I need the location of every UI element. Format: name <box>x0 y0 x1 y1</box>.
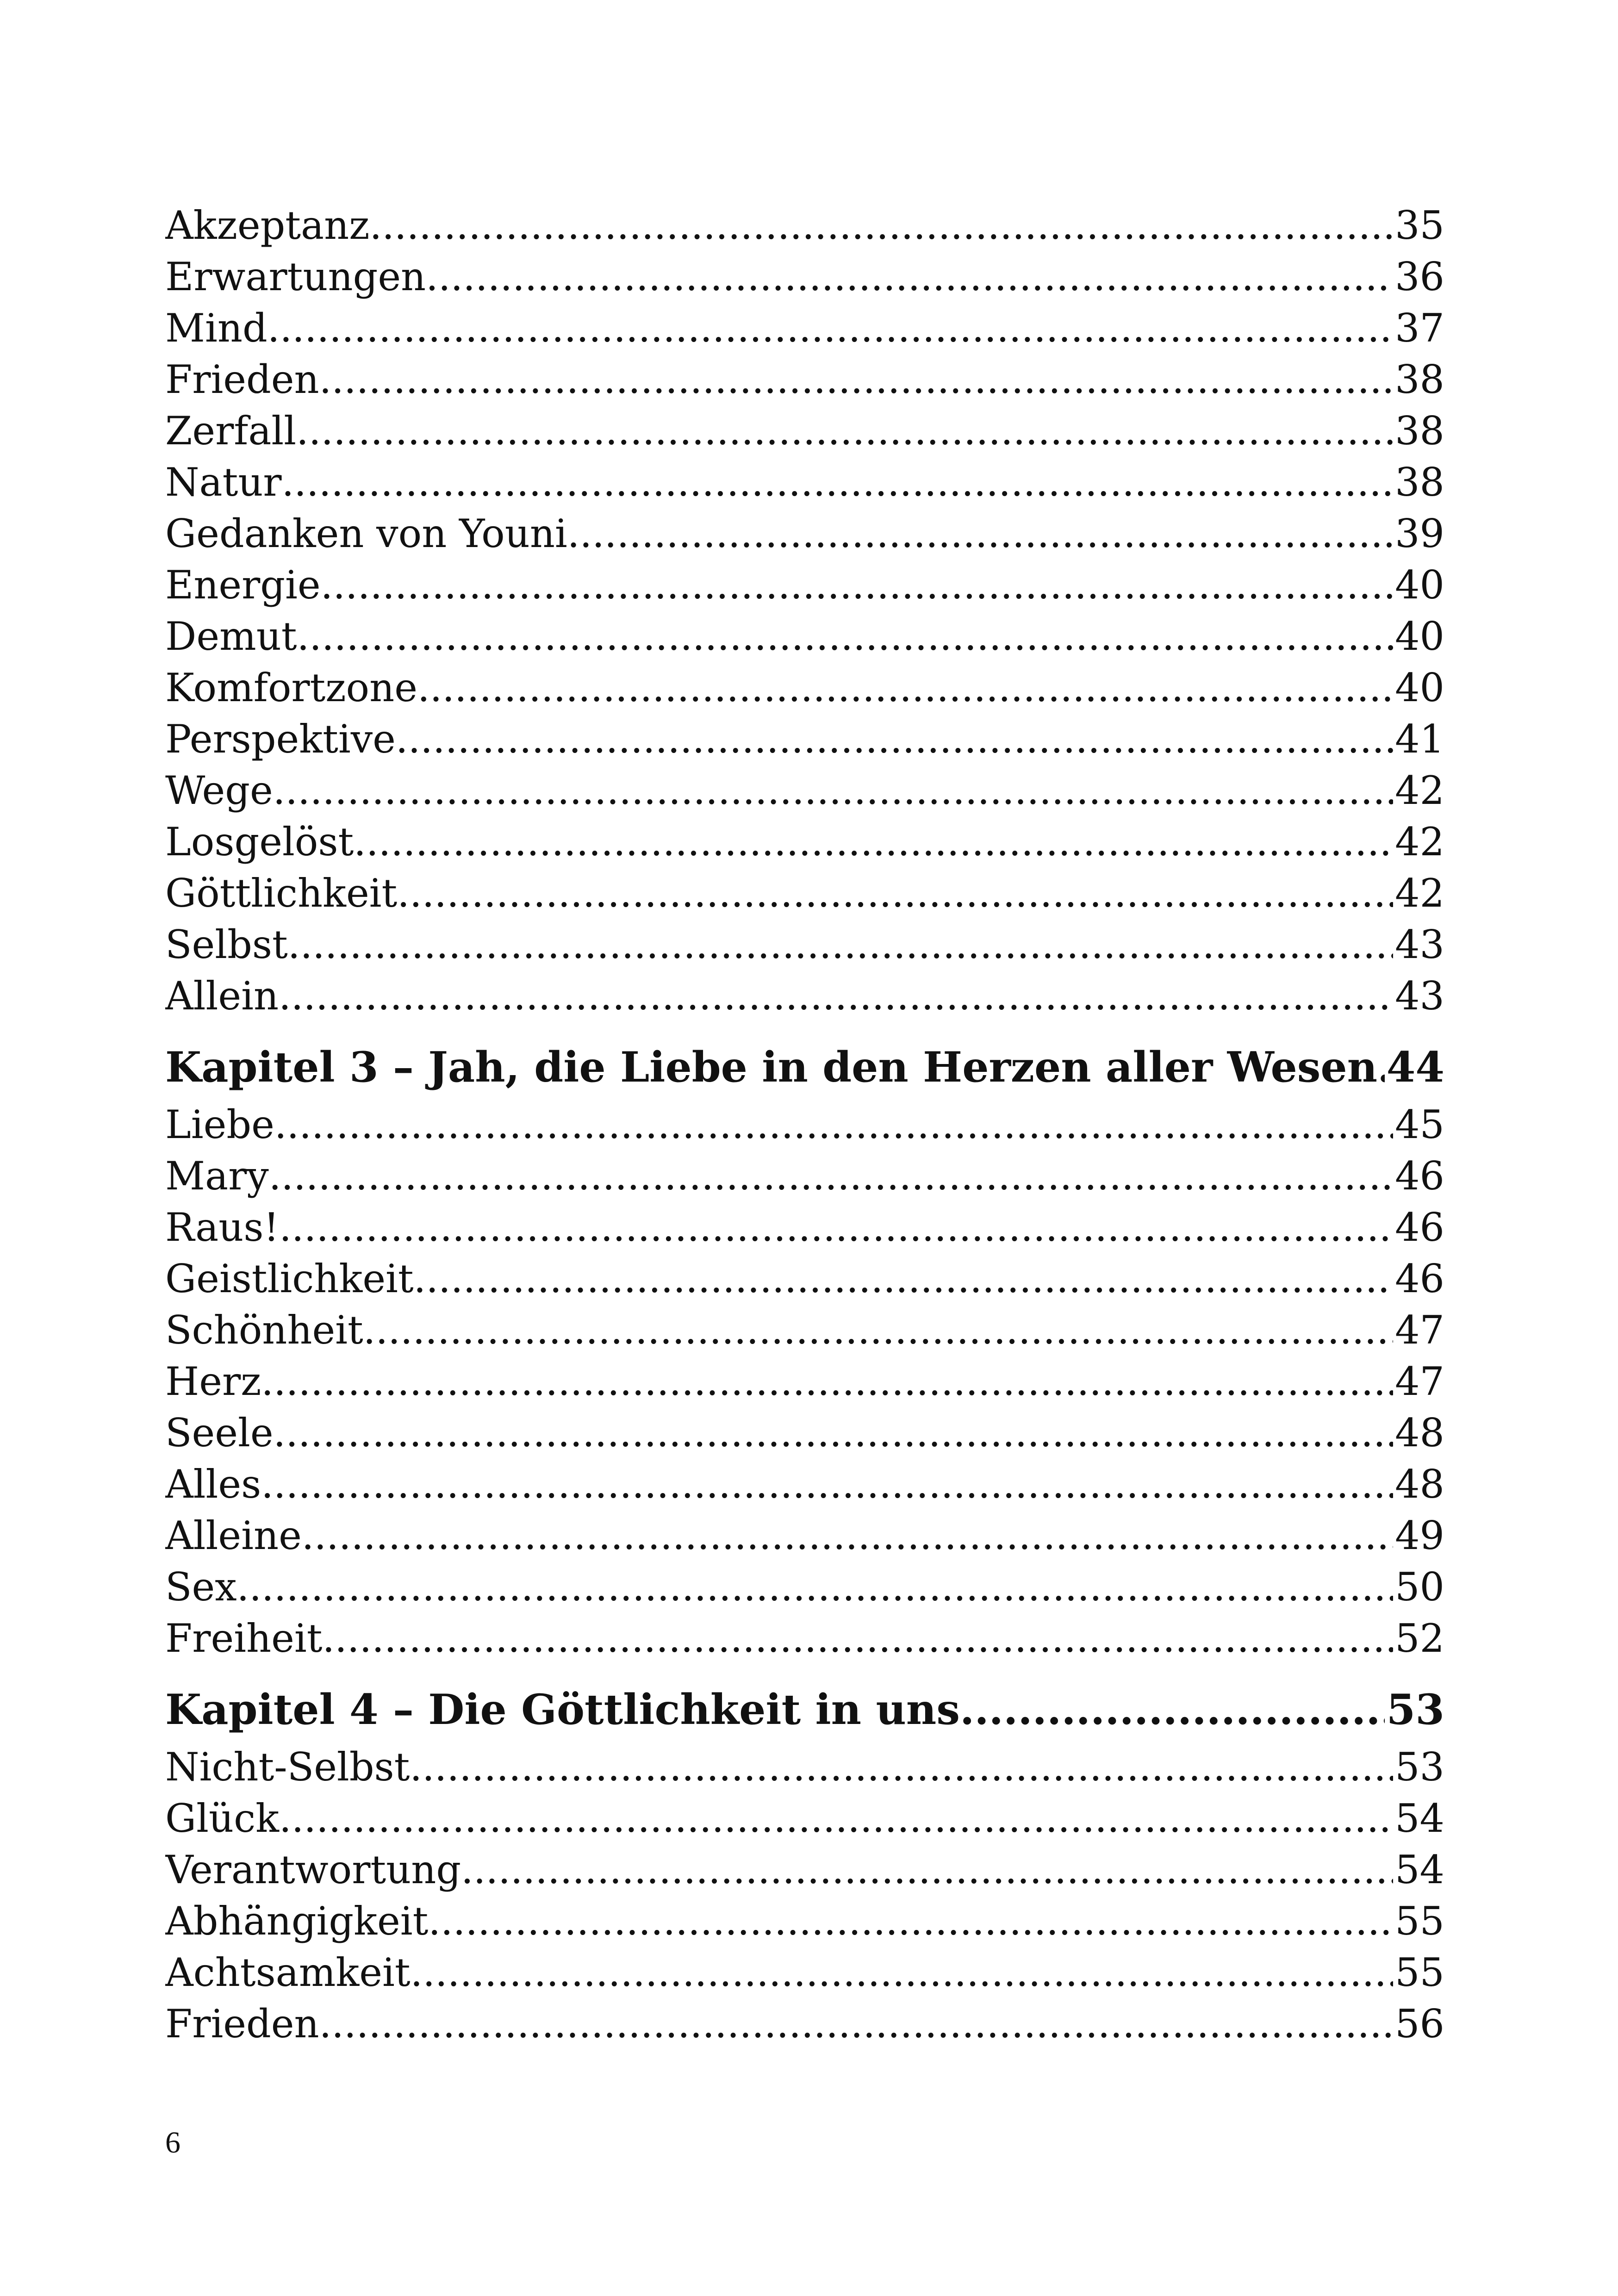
dot-leader <box>414 1253 1393 1305</box>
page-ref: 55 <box>1395 1950 1444 1995</box>
toc-entry <box>165 1947 1444 1998</box>
page-ref: 47 <box>1395 1359 1444 1404</box>
dot-leader <box>288 919 1393 971</box>
dot-leader <box>279 1793 1393 1844</box>
entry-title: Sex <box>165 1564 237 1610</box>
toc-entry <box>165 1793 1444 1844</box>
toc-chapter-heading <box>165 1678 1444 1742</box>
dot-leader <box>354 816 1393 868</box>
page-ref: 54 <box>1395 1796 1444 1841</box>
page-ref: 36 <box>1395 254 1444 299</box>
page-ref: 47 <box>1395 1307 1444 1353</box>
entry-title: Natur <box>165 460 282 505</box>
page-ref: 42 <box>1395 819 1444 865</box>
entry-title: Losgelöst <box>165 819 354 865</box>
dot-leader <box>363 1305 1393 1356</box>
entry-title: Komfortzone <box>165 665 417 710</box>
toc-entry <box>165 1562 1444 1613</box>
toc-entry <box>165 765 1444 816</box>
dot-leader <box>302 1510 1393 1562</box>
page-ref: 42 <box>1395 871 1444 916</box>
page-ref: 49 <box>1395 1513 1444 1558</box>
toc-entry <box>165 816 1444 868</box>
toc-entry <box>165 1151 1444 1202</box>
entry-title: Alleine <box>165 1513 302 1558</box>
dot-leader <box>396 714 1393 765</box>
page-ref: 41 <box>1395 716 1444 762</box>
toc-entry <box>165 560 1444 611</box>
entry-title: Frieden <box>165 2001 319 2047</box>
toc-entry <box>165 405 1444 457</box>
page-ref: 35 <box>1395 203 1444 248</box>
toc-entry <box>165 1998 1444 2050</box>
page-ref: 38 <box>1395 460 1444 505</box>
page-ref: 45 <box>1395 1102 1444 1147</box>
toc-entry <box>165 971 1444 1022</box>
toc-entry <box>165 611 1444 662</box>
page-ref: 43 <box>1395 973 1444 1019</box>
dot-leader <box>237 1562 1393 1613</box>
entry-title: Geistlichkeit <box>165 1256 414 1301</box>
page-ref: 52 <box>1395 1616 1444 1661</box>
page-ref: 55 <box>1395 1898 1444 1944</box>
entry-title: Perspektive <box>165 716 396 762</box>
entry-title: Verantwortung <box>165 1847 461 1892</box>
toc-entry <box>165 1459 1444 1510</box>
dot-leader <box>411 1947 1393 1998</box>
dot-leader <box>282 457 1394 508</box>
entry-title: Schönheit <box>165 1307 363 1353</box>
dot-leader <box>261 1356 1393 1407</box>
page-ref: 40 <box>1395 665 1444 710</box>
entry-title: Liebe <box>165 1102 274 1147</box>
toc-entry <box>165 1896 1444 1947</box>
toc-entry <box>165 662 1444 714</box>
entry-title: Alles <box>165 1462 261 1507</box>
dot-leader <box>1377 1036 1385 1099</box>
toc-entry <box>165 1099 1444 1151</box>
entry-title: Nicht-Selbst <box>165 1744 410 1790</box>
entry-title: Akzeptanz <box>165 203 370 248</box>
dot-leader <box>397 868 1393 919</box>
dot-leader <box>279 1202 1393 1253</box>
toc-entry <box>165 1202 1444 1253</box>
entry-title: Wege <box>165 768 273 813</box>
entry-title: Mind <box>165 305 268 351</box>
dot-leader <box>319 1998 1394 2050</box>
page-ref: 48 <box>1395 1462 1444 1507</box>
entry-title: Frieden <box>165 357 319 402</box>
entry-title: Mary <box>165 1153 269 1199</box>
entry-title: Freiheit <box>165 1616 323 1661</box>
entry-title: Gedanken von Youni <box>165 511 567 556</box>
toc-entry <box>165 354 1444 405</box>
entry-title: Abhängigkeit <box>165 1898 429 1944</box>
dot-leader <box>296 405 1393 457</box>
entry-title: Selbst <box>165 922 288 967</box>
dot-leader <box>319 354 1394 405</box>
entry-title: Herz <box>165 1359 261 1404</box>
dot-leader <box>417 662 1393 714</box>
dot-leader <box>428 1896 1393 1947</box>
dot-leader <box>567 508 1393 560</box>
page-ref: 56 <box>1395 2001 1444 2047</box>
dot-leader <box>268 303 1393 354</box>
page-ref: 38 <box>1395 357 1444 402</box>
dot-leader <box>410 1742 1393 1793</box>
entry-title: Energie <box>165 562 321 608</box>
page-ref: 46 <box>1395 1153 1444 1199</box>
page-ref: 39 <box>1395 511 1444 556</box>
toc-entry <box>165 1305 1444 1356</box>
toc-entry <box>165 1613 1444 1664</box>
dot-leader <box>321 560 1393 611</box>
entry-title: Raus! <box>165 1205 280 1250</box>
dot-leader <box>426 251 1393 303</box>
page-ref: 38 <box>1395 408 1444 454</box>
page-ref: 50 <box>1395 1564 1444 1610</box>
entry-title: Erwartungen <box>165 254 426 299</box>
entry-title: Göttlichkeit <box>165 871 398 916</box>
dot-leader <box>274 1407 1394 1459</box>
page-ref: 48 <box>1395 1410 1444 1456</box>
dot-leader <box>261 1459 1393 1510</box>
toc-entry <box>165 303 1444 354</box>
entry-title: Allein <box>165 973 279 1019</box>
dot-leader <box>370 200 1394 251</box>
page-ref: 53 <box>1386 1685 1444 1734</box>
toc-entry <box>165 1844 1444 1896</box>
page-ref: 53 <box>1395 1744 1444 1790</box>
dot-leader <box>279 971 1393 1022</box>
dot-leader <box>269 1151 1393 1202</box>
table-of-contents <box>165 200 1444 2050</box>
dot-leader <box>273 765 1393 816</box>
entry-title: Demut <box>165 614 297 659</box>
toc-chapter-heading <box>165 1036 1444 1099</box>
toc-entry <box>165 1253 1444 1305</box>
dot-leader <box>322 1613 1393 1664</box>
toc-entry <box>165 1407 1444 1459</box>
page-ref: 44 <box>1386 1043 1444 1092</box>
entry-title: Achtsamkeit <box>165 1950 411 1995</box>
dot-leader <box>461 1844 1393 1896</box>
toc-entry <box>165 868 1444 919</box>
entry-title: Zerfall <box>165 408 297 454</box>
toc-entry <box>165 457 1444 508</box>
dot-leader <box>274 1099 1393 1151</box>
toc-entry <box>165 919 1444 971</box>
page-ref: 37 <box>1395 305 1444 351</box>
dot-leader <box>960 1678 1385 1742</box>
toc-entry <box>165 508 1444 560</box>
toc-entry <box>165 200 1444 251</box>
toc-entry <box>165 1742 1444 1793</box>
dot-leader <box>297 611 1394 662</box>
entry-title: Glück <box>165 1796 280 1841</box>
page-ref: 40 <box>1395 614 1444 659</box>
page-ref: 46 <box>1395 1256 1444 1301</box>
page-number: 6 <box>165 2126 180 2159</box>
page-ref: 46 <box>1395 1205 1444 1250</box>
chapter-title: Kapitel 4 – Die Göttlichkeit in uns <box>165 1685 960 1734</box>
toc-entry <box>165 1356 1444 1407</box>
entry-title: Seele <box>165 1410 274 1456</box>
toc-entry <box>165 251 1444 303</box>
toc-entry <box>165 1510 1444 1562</box>
page-ref: 54 <box>1395 1847 1444 1892</box>
page-ref: 42 <box>1395 768 1444 813</box>
page-ref: 40 <box>1395 562 1444 608</box>
toc-entry <box>165 714 1444 765</box>
page-ref: 43 <box>1395 922 1444 967</box>
chapter-title: Kapitel 3 – Jah, die Liebe in den Herzen aller Wesen <box>165 1043 1378 1092</box>
